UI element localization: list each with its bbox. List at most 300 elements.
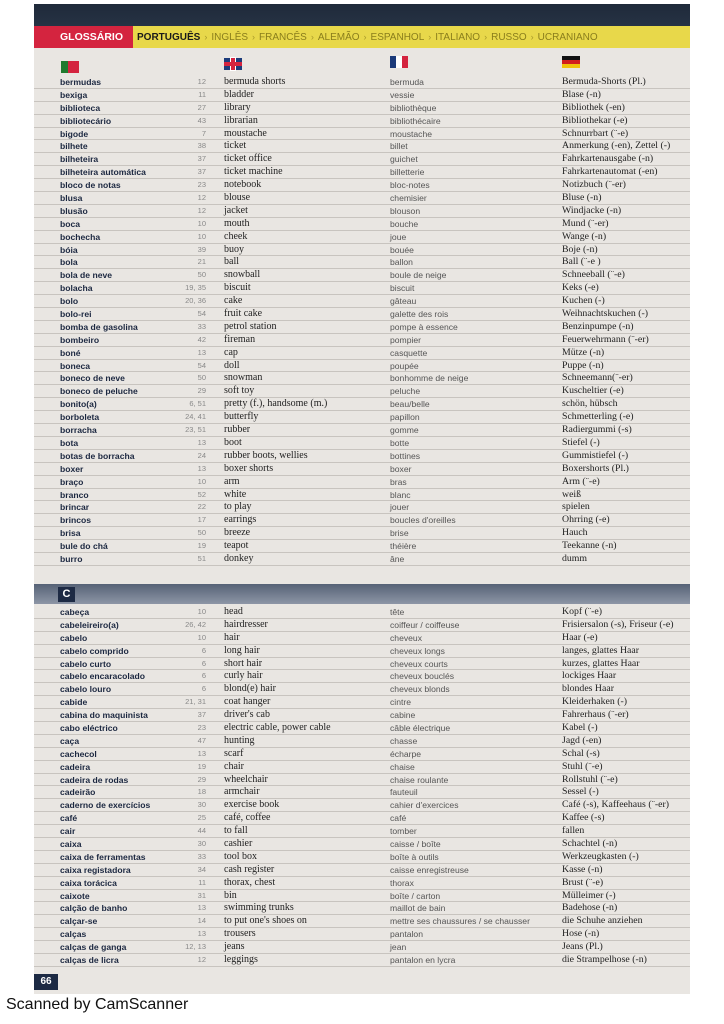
french-term: poupée xyxy=(390,360,419,371)
page-reference: 21, 31 xyxy=(185,697,206,707)
english-term: cap xyxy=(224,346,238,358)
portuguese-term: calçar-se xyxy=(60,916,98,927)
glossary-row xyxy=(34,76,690,89)
english-term: boot xyxy=(224,436,242,448)
french-term: cheveux xyxy=(390,632,423,643)
page-reference: 7 xyxy=(201,128,206,138)
german-term: Stuhl (¨-e) xyxy=(562,760,603,772)
french-term: billet xyxy=(390,141,408,152)
english-term: fireman xyxy=(224,333,256,345)
glossary-row xyxy=(34,115,690,128)
page-reference: 12, 13 xyxy=(185,942,206,952)
portuguese-term: bibliotecário xyxy=(60,115,112,126)
page-reference: 13 xyxy=(197,463,206,473)
portuguese-term: cabide xyxy=(60,697,88,708)
page-reference: 19, 35 xyxy=(185,283,206,293)
portuguese-term: cadeira xyxy=(60,761,91,772)
german-term: Bibliothek (-en) xyxy=(562,101,625,113)
glossary-row xyxy=(34,851,690,864)
page-reference: 39 xyxy=(197,244,206,254)
glossary-row xyxy=(34,295,690,308)
portuguese-term: cabelo xyxy=(60,632,88,643)
french-term: botte xyxy=(390,437,410,448)
english-term: trousers xyxy=(224,928,256,940)
english-term: earrings xyxy=(224,514,257,526)
glossary-row xyxy=(34,89,690,102)
french-term: boîte à outils xyxy=(390,851,439,862)
german-term: Kopf (¨-e) xyxy=(562,606,602,617)
german-term: Weihnachtskuchen (-) xyxy=(562,308,648,320)
french-term: blanc xyxy=(390,489,411,500)
glossary-row xyxy=(34,864,690,877)
portuguese-term: caderno de exercícios xyxy=(60,800,151,811)
glossary-row xyxy=(34,658,690,671)
english-term: ticket machine xyxy=(224,166,283,178)
page-reference: 29 xyxy=(197,774,206,784)
language-tab[interactable]: UCRANIANO xyxy=(537,31,598,43)
french-term: chaise roulante xyxy=(390,774,449,785)
germany-flag-icon xyxy=(562,56,580,68)
portuguese-term: bermudas xyxy=(60,77,102,87)
glossary-row xyxy=(34,231,690,244)
glossary-row xyxy=(34,722,690,735)
german-term: Windjacke (-n) xyxy=(562,204,622,216)
english-term: tool box xyxy=(224,850,258,862)
french-term: mettre ses chaussures / se chausser xyxy=(390,916,530,927)
page-reference: 23 xyxy=(197,180,206,190)
german-term: Kasse (-n) xyxy=(562,863,603,875)
english-term: bin xyxy=(224,889,237,901)
page-reference: 37 xyxy=(197,710,206,720)
german-term: Sessel (-) xyxy=(562,786,599,798)
page-reference: 10 xyxy=(197,632,206,642)
portuguese-term: bilhete xyxy=(60,141,88,152)
german-term: Brust (¨-e) xyxy=(562,876,604,888)
page-reference: 12 xyxy=(197,77,206,86)
section-b-list xyxy=(34,76,690,566)
english-term: hairdresser xyxy=(224,618,268,630)
page-reference: 37 xyxy=(197,167,206,177)
page-reference: 13 xyxy=(197,903,206,913)
page-reference: 12 xyxy=(197,193,206,203)
page-reference: 12 xyxy=(197,955,206,965)
portuguese-term: bilheteira automática xyxy=(60,167,146,178)
english-term: librarian xyxy=(224,114,258,126)
english-term: fruit cake xyxy=(224,308,263,320)
glossary-row xyxy=(34,954,690,967)
portuguese-term: cabina do maquinista xyxy=(60,710,148,721)
portuguese-term: blusão xyxy=(60,205,88,216)
french-term: écharpe xyxy=(390,748,422,759)
portuguese-term: calças de ganga xyxy=(60,942,127,953)
page-reference: 10 xyxy=(197,218,206,228)
glossary-row xyxy=(34,347,690,360)
section-c-header xyxy=(34,584,690,604)
glossary-row xyxy=(34,799,690,812)
french-term: boxer xyxy=(390,463,412,474)
german-term: Haar (-e) xyxy=(562,631,598,643)
tab-separator: › xyxy=(252,31,256,42)
french-term: chemisier xyxy=(390,193,427,204)
german-term: Bermuda-Shorts (Pl.) xyxy=(562,76,646,87)
french-term: bloc-notes xyxy=(390,180,430,191)
german-term: die Schuhe anziehen xyxy=(562,915,643,927)
portuguese-term: bota xyxy=(60,437,79,448)
glossary-row xyxy=(34,334,690,347)
german-term: Jagd (-en) xyxy=(562,734,602,746)
english-term: armchair xyxy=(224,786,260,798)
french-term: cahier d'exercices xyxy=(390,800,459,811)
french-term: guichet xyxy=(390,154,418,165)
page-reference: 27 xyxy=(197,102,206,112)
portuguese-term: caixa de ferramentas xyxy=(60,851,146,862)
english-term: ball xyxy=(224,256,239,268)
page-reference: 13 xyxy=(197,748,206,758)
english-term: white xyxy=(224,488,247,500)
page-reference: 50 xyxy=(197,373,206,383)
german-term: Café (-s), Kaffeehaus (¨-er) xyxy=(562,799,669,811)
german-term: langes, glattes Haar xyxy=(562,644,639,656)
french-term: bonhomme de neige xyxy=(390,373,469,384)
german-term: die Strampelhose (-n) xyxy=(562,954,647,966)
page-reference: 24, 41 xyxy=(185,412,206,422)
german-term: Schal (-s) xyxy=(562,747,600,759)
french-term: théière xyxy=(390,541,417,552)
portuguese-term: bonito(a) xyxy=(60,399,97,410)
english-term: cashier xyxy=(224,838,253,850)
german-term: Kleiderhaken (-) xyxy=(562,696,628,708)
page-number: 66 xyxy=(34,974,58,990)
english-term: coat hanger xyxy=(224,696,271,708)
glossary-row xyxy=(34,282,690,295)
french-term: chaise xyxy=(390,761,415,772)
glossary-row xyxy=(34,385,690,398)
french-term: galette des rois xyxy=(390,309,449,320)
glossary-row xyxy=(34,437,690,450)
german-term: Schneeball (¨-e) xyxy=(562,269,625,281)
page-reference: 10 xyxy=(197,607,206,616)
page-reference: 51 xyxy=(197,553,206,563)
page-reference: 22 xyxy=(197,502,206,512)
glossary-row xyxy=(34,218,690,231)
french-term: bermuda xyxy=(390,77,424,87)
page-reference: 11 xyxy=(198,89,206,99)
page-reference: 13 xyxy=(197,437,206,447)
portuguese-term: bule do chá xyxy=(60,541,108,552)
portuguese-term: blusa xyxy=(60,193,83,204)
language-tab[interactable]: ALEMÃO xyxy=(317,31,360,43)
page-reference: 6, 51 xyxy=(189,399,206,409)
french-term: tomber xyxy=(390,826,417,837)
english-term: teapot xyxy=(224,540,249,552)
french-term: bibliothèque xyxy=(390,102,437,113)
german-term: Notizbuch (¨-er) xyxy=(562,179,626,191)
english-term: rubber xyxy=(224,424,251,436)
page-reference: 20, 36 xyxy=(185,296,206,306)
glossary-row xyxy=(34,308,690,321)
french-term: caisse / boîte xyxy=(390,839,441,850)
german-term: Hose (-n) xyxy=(562,928,600,940)
glossary-row xyxy=(34,244,690,257)
tab-separator: › xyxy=(530,31,534,42)
portuguese-term: borracha xyxy=(60,425,97,436)
english-term: cake xyxy=(224,295,243,307)
portuguese-term: boca xyxy=(60,218,81,229)
portugal-flag-icon xyxy=(61,61,79,73)
french-term: chasse xyxy=(390,735,418,746)
language-tab[interactable]: ITALIANO xyxy=(435,31,481,43)
german-term: Hauch xyxy=(562,527,588,539)
french-term: cheveux bouclés xyxy=(390,671,455,682)
portuguese-term: boxer xyxy=(60,463,84,474)
english-term: blouse xyxy=(224,192,251,204)
glossary-row xyxy=(34,179,690,192)
portuguese-term: calção de banho xyxy=(60,903,128,914)
german-term: Mütze (-n) xyxy=(562,346,605,358)
french-term: fauteuil xyxy=(390,787,418,798)
english-term: moustache xyxy=(224,127,267,139)
portuguese-term: cabeleireiro(a) xyxy=(60,619,119,630)
portuguese-term: cachecol xyxy=(60,748,97,759)
portuguese-term: boneca xyxy=(60,360,91,371)
english-term: swimming trunks xyxy=(224,902,294,914)
german-term: Teekanne (-n) xyxy=(562,540,617,552)
german-term: Radiergummi (-s) xyxy=(562,424,632,436)
page-reference: 43 xyxy=(197,115,206,125)
french-term: caisse enregistreuse xyxy=(390,864,469,875)
german-term: Wange (-n) xyxy=(562,230,607,242)
glossary-row xyxy=(34,786,690,799)
portuguese-term: cabeça xyxy=(60,607,90,617)
english-term: breeze xyxy=(224,527,251,539)
page-reference: 18 xyxy=(197,787,206,797)
french-term: café xyxy=(390,813,407,824)
french-term: papillon xyxy=(390,412,420,423)
german-term: Fahrkartenausgabe (-n) xyxy=(562,153,654,165)
french-term: gomme xyxy=(390,425,419,436)
portuguese-term: biblioteca xyxy=(60,102,101,113)
french-term: boîte / carton xyxy=(390,890,441,901)
german-term: Jeans (Pl.) xyxy=(562,941,603,953)
english-term: to play xyxy=(224,501,252,513)
page-reference: 12 xyxy=(197,205,206,215)
german-term: Werkzeugkasten (-) xyxy=(562,850,639,862)
language-tab[interactable]: INGLÊS xyxy=(211,31,249,43)
french-term: bras xyxy=(390,476,407,487)
portuguese-term: braço xyxy=(60,476,84,487)
glossary-row xyxy=(34,941,690,954)
portuguese-term: bolo-rei xyxy=(60,309,92,320)
glossary-page xyxy=(34,4,690,994)
page-reference: 50 xyxy=(197,270,206,280)
french-term: vessie xyxy=(390,89,415,100)
glossary-row xyxy=(34,424,690,437)
english-term: hair xyxy=(224,631,240,643)
french-term: moustache xyxy=(390,128,433,139)
glossary-row xyxy=(34,501,690,514)
scanner-watermark: Scanned by CamScanner xyxy=(6,996,189,1013)
glossary-row xyxy=(34,838,690,851)
glossary-row xyxy=(34,411,690,424)
english-term: snowball xyxy=(224,269,261,281)
page-reference: 54 xyxy=(197,360,206,370)
english-term: donkey xyxy=(224,552,254,564)
language-tab[interactable]: RUSSO xyxy=(491,31,527,43)
french-term: boule de neige xyxy=(390,270,447,281)
portuguese-term: cabo eléctrico xyxy=(60,723,118,734)
german-term: Gummistiefel (-) xyxy=(562,449,629,461)
glossary-row xyxy=(34,928,690,941)
german-term: Blase (-n) xyxy=(562,88,601,100)
language-list xyxy=(133,32,602,43)
english-term: petrol station xyxy=(224,320,277,332)
portuguese-term: brisa xyxy=(60,528,81,539)
english-term: bladder xyxy=(224,88,254,100)
french-term: tête xyxy=(390,607,405,617)
german-term: Rollstuhl (¨-e) xyxy=(562,773,618,785)
german-term: Benzinpumpe (-n) xyxy=(562,320,634,332)
german-term: Stiefel (-) xyxy=(562,436,600,448)
english-term: short hair xyxy=(224,657,263,669)
section-letter: C xyxy=(58,587,75,602)
english-term: buoy xyxy=(224,243,244,255)
portuguese-term: boné xyxy=(60,347,81,358)
glossary-row xyxy=(34,321,690,334)
portuguese-term: calças xyxy=(60,929,87,940)
english-term: electric cable, power cable xyxy=(224,722,331,734)
glossary-row xyxy=(34,902,690,915)
page-reference: 6 xyxy=(201,671,206,681)
language-tab[interactable]: FRANCÊS xyxy=(259,31,307,43)
english-term: rubber boots, wellies xyxy=(224,449,308,461)
glossary-row xyxy=(34,102,690,115)
portuguese-term: cabelo comprido xyxy=(60,645,129,656)
page-reference: 19 xyxy=(197,541,206,551)
german-term: Kaffee (-s) xyxy=(562,812,605,824)
page-reference: 37 xyxy=(197,154,206,164)
german-term: Anmerkung (-en), Zettel (-) xyxy=(562,140,671,152)
glossary-row xyxy=(34,166,690,179)
flag-row xyxy=(34,56,690,76)
page-reference: 30 xyxy=(197,839,206,849)
glossary-row xyxy=(34,774,690,787)
portuguese-term: bomba de gasolina xyxy=(60,321,138,332)
portuguese-term: calças de licra xyxy=(60,955,119,966)
glossary-row xyxy=(34,670,690,683)
german-term: Fahrkartenautomat (-en) xyxy=(562,166,658,178)
french-term: cintre xyxy=(390,697,412,708)
language-tab[interactable]: ESPANHOL xyxy=(370,31,425,43)
french-term: biscuit xyxy=(390,283,415,294)
english-term: doll xyxy=(224,359,240,371)
glossary-row xyxy=(34,696,690,709)
french-term: pompier xyxy=(390,334,422,345)
page-reference: 24 xyxy=(197,450,206,460)
portuguese-term: caixote xyxy=(60,890,90,901)
english-term: leggings xyxy=(224,954,258,966)
portuguese-term: bexiga xyxy=(60,89,88,100)
portuguese-term: caixa registadora xyxy=(60,864,131,875)
portuguese-term: cabelo louro xyxy=(60,684,112,695)
german-term: Bluse (-n) xyxy=(562,192,602,204)
german-term: schön, hübsch xyxy=(562,398,618,410)
page-reference: 13 xyxy=(197,347,206,357)
english-term: arm xyxy=(224,475,240,487)
german-term: Bibliothekar (-e) xyxy=(562,114,628,126)
portuguese-term: burro xyxy=(60,553,83,564)
french-term: blouson xyxy=(390,205,421,216)
tab-separator: › xyxy=(484,31,488,42)
page-reference: 19 xyxy=(197,761,206,771)
german-term: Frisiersalon (-s), Friseur (-e) xyxy=(562,618,674,630)
english-term: cheek xyxy=(224,230,248,242)
french-term: gâteau xyxy=(390,296,417,307)
portuguese-term: branco xyxy=(60,489,89,500)
glossary-row xyxy=(34,153,690,166)
glossary-row xyxy=(34,372,690,385)
french-term: bottines xyxy=(390,450,421,461)
page-reference: 42 xyxy=(197,334,206,344)
french-term: cabine xyxy=(390,710,416,721)
portuguese-term: cadeirão xyxy=(60,787,96,798)
english-term: ticket office xyxy=(224,153,272,165)
portuguese-term: bloco de notas xyxy=(60,180,121,191)
french-term: joue xyxy=(390,231,407,242)
english-term: scarf xyxy=(224,747,244,759)
page-reference: 13 xyxy=(197,929,206,939)
glossary-row xyxy=(34,709,690,722)
german-term: kurzes, glattes Haar xyxy=(562,657,640,669)
page-reference: 29 xyxy=(197,386,206,396)
german-term: Boxershorts (Pl.) xyxy=(562,462,629,474)
english-term: hunting xyxy=(224,734,255,746)
portuguese-term: cair xyxy=(60,826,76,837)
english-term: soft toy xyxy=(224,385,255,397)
german-term: Fahrerhaus (¨-er) xyxy=(562,709,629,721)
page-reference: 10 xyxy=(197,231,206,241)
english-term: thorax, chest xyxy=(224,876,276,888)
german-term: spielen xyxy=(562,501,590,513)
page-reference: 31 xyxy=(197,890,206,900)
glossary-row xyxy=(34,735,690,748)
german-term: Schachtel (-n) xyxy=(562,838,618,850)
page-reference: 50 xyxy=(197,528,206,538)
french-term: brise xyxy=(390,528,409,539)
tab-separator: › xyxy=(204,31,208,42)
english-term: pretty (f.), handsome (m.) xyxy=(224,398,328,410)
portuguese-term: bolacha xyxy=(60,283,93,294)
portuguese-term: café xyxy=(60,813,78,824)
language-tab[interactable]: PORTUGUÊS xyxy=(137,31,201,43)
german-term: Schnurrbart (¨-e) xyxy=(562,127,629,139)
french-term: cheveux courts xyxy=(390,658,448,669)
portuguese-term: bilheteira xyxy=(60,154,99,165)
glossary-row xyxy=(34,619,690,632)
german-term: Mund (¨-er) xyxy=(562,217,609,229)
page-reference: 44 xyxy=(197,826,206,836)
france-flag-icon xyxy=(390,56,408,68)
portuguese-term: botas de borracha xyxy=(60,450,135,461)
english-term: to fall xyxy=(224,825,248,837)
glossary-row xyxy=(34,825,690,838)
glossary-label: GLOSSÁRIO xyxy=(34,26,133,48)
german-term: Keks (-e) xyxy=(562,282,599,294)
portuguese-term: bolo xyxy=(60,296,79,307)
portuguese-term: brincos xyxy=(60,515,92,526)
french-term: bouche xyxy=(390,218,419,229)
glossary-row xyxy=(34,256,690,269)
glossary-row xyxy=(34,683,690,696)
